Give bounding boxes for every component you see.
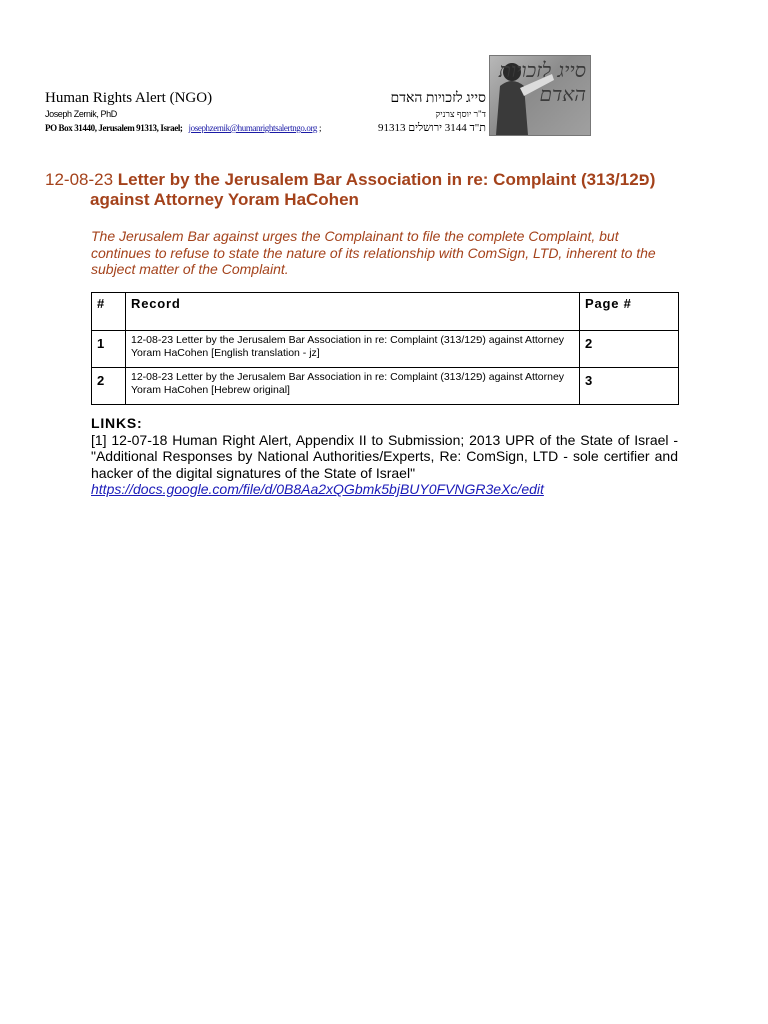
row-num: 2 xyxy=(92,368,126,405)
header-num: # xyxy=(92,293,126,331)
address-line xyxy=(45,121,321,135)
header-record: Record xyxy=(126,293,580,331)
row-page: 3 xyxy=(580,368,679,405)
org-name-hebrew: סייג לזכויות האדם xyxy=(390,91,486,106)
title-line-2: against Attorney Yoram HaCohen xyxy=(90,190,359,209)
records-table xyxy=(91,292,679,405)
document-title xyxy=(45,170,705,210)
links-section xyxy=(91,415,678,498)
address-separator: ; xyxy=(319,123,322,133)
header-right xyxy=(378,90,486,135)
row-record: 12-08-23 Letter by the Jerusalem Bar Association in re: Complaint (313/12פ) against Attorney Yoram HaCohen [Hebrew original] xyxy=(126,368,580,405)
links-heading: LINKS: xyxy=(91,415,143,431)
org-name-english: Human Rights Alert (NGO) xyxy=(45,90,213,106)
postal-address: PO Box 31440, Jerusalem 91313, Israel; xyxy=(45,123,183,133)
table-row xyxy=(92,331,679,368)
title-line-1: Letter by the Jerusalem Bar Association in re: Complaint (313/12פ) xyxy=(117,170,656,189)
reference-url-link[interactable]: https://docs.google.com/file/d/0B8Aa2xQGbmk5bjBUY0FVNGR3eXc/edit xyxy=(91,481,544,497)
table-row xyxy=(92,368,679,405)
header-left xyxy=(45,90,321,135)
organization-logo xyxy=(489,55,591,136)
row-page: 2 xyxy=(580,331,679,368)
links-reference-text: [1] 12-07-18 Human Right Alert, Appendix II to Submission; 2013 UPR of the State of Israel - "Additional Responses by National Authorities/Experts, Re: ComSign, LTD - sole certifier and hacker of the digital signatures of the State of Israel" xyxy=(91,431,678,481)
person-name-hebrew: ד"ר יוסף צרניק xyxy=(435,109,486,119)
person-name-english: Joseph Zernik, PhD xyxy=(45,109,117,119)
address-hebrew: ת"ד 3144 ירושלים 91313 xyxy=(377,122,486,134)
row-num: 1 xyxy=(92,331,126,368)
email-link[interactable]: josephzernik@humanrightsalertngo.org xyxy=(188,123,317,133)
summary-paragraph: The Jerusalem Bar against urges the Complainant to file the complete Complaint, but continues to refuse to state the nature of its relationship with ComSign, LTD, inherent to the subject matter of the Complaint. xyxy=(91,228,656,277)
row-record: 12-08-23 Letter by the Jerusalem Bar Association in re: Complaint (313/12פ) against Attorney Yoram HaCohen [English translation - jz] xyxy=(126,331,580,368)
title-date: 12-08-23 xyxy=(45,170,114,189)
table-header-row xyxy=(92,293,679,331)
header-page: Page # xyxy=(580,293,679,331)
logo-lettering: סייג לזכויות האדם xyxy=(498,58,586,106)
